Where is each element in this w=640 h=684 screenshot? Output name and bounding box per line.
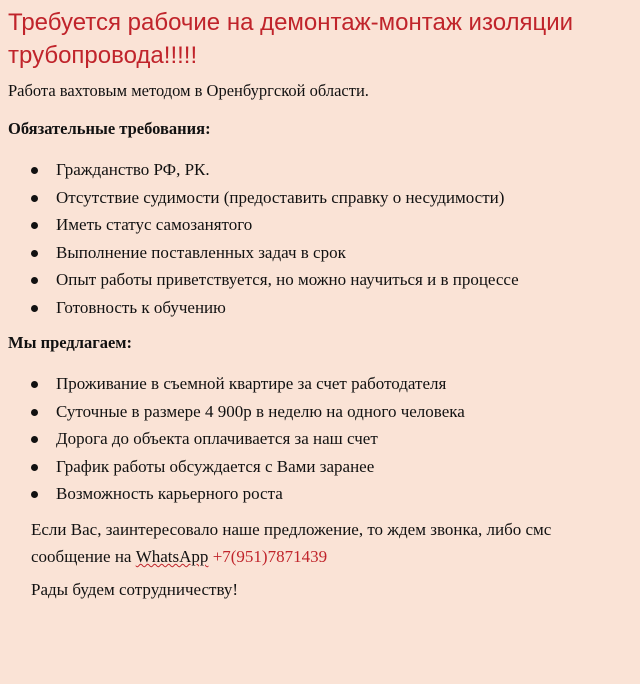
- list-item: [0, 184, 519, 212]
- requirement-text: Готовность к обучению: [56, 297, 226, 317]
- contact-text: Если Вас, заинтересовало наше предложение, то ждем звонка, либо смс сообщение на: [31, 520, 552, 566]
- list-item: [0, 425, 465, 453]
- requirements-heading: Обязательные требования:: [8, 119, 211, 138]
- requirement-text: Выполнение поставленных задач в срок: [56, 242, 346, 262]
- offer-text: Суточные в размере 4 900р в неделю на одного человека: [56, 401, 465, 421]
- offer-text: График работы обсуждается с Вами заранее: [56, 456, 375, 476]
- bullet-icon: [31, 381, 38, 388]
- bullet-icon: [31, 167, 38, 174]
- offer-text: Возможность карьерного роста: [56, 484, 283, 503]
- list-item: [0, 480, 465, 508]
- offer-text: Проживание в съемной квартире за счет работодателя: [56, 374, 447, 393]
- bullet-icon: [31, 409, 38, 416]
- bullet-icon: [31, 222, 38, 229]
- offer-heading: Мы предлагаем:: [8, 333, 133, 352]
- whatsapp-label: WhatsApp: [135, 547, 209, 566]
- contact-paragraph: [31, 516, 631, 570]
- intro-text: Работа вахтовым методом в Оренбургской области.: [8, 81, 369, 100]
- offer-list: [0, 370, 465, 508]
- list-item: [0, 398, 465, 426]
- bullet-icon: [31, 491, 38, 498]
- list-item: [0, 266, 519, 294]
- list-item: [0, 453, 465, 481]
- list-item: [0, 294, 519, 322]
- page-title: Требуется рабочие на демонтаж-монтаж изоляции трубопровода!!!!!: [8, 9, 574, 69]
- bullet-icon: [31, 464, 38, 471]
- phone-link[interactable]: +7(951)7871439: [212, 547, 328, 566]
- offer-text: Дорога до объекта оплачивается за наш счет: [56, 429, 378, 448]
- list-item: [0, 239, 519, 267]
- requirement-text: Отсутствие судимости (предоставить справку о несудимости): [56, 187, 505, 207]
- requirement-text: Гражданство РФ, РК.: [56, 160, 210, 179]
- bullet-icon: [31, 277, 38, 284]
- list-item: [0, 156, 519, 184]
- requirement-text: Иметь статус самозанятого: [56, 215, 253, 234]
- bullet-icon: [31, 195, 38, 202]
- list-item: [0, 211, 519, 239]
- requirements-list: [0, 156, 519, 321]
- requirement-text: Опыт работы приветствуется, но можно научиться и в процессе: [56, 270, 519, 289]
- closing-text: Рады будем сотрудничеству!: [31, 580, 239, 599]
- list-item: [0, 370, 465, 398]
- bullet-icon: [31, 305, 38, 312]
- bullet-icon: [31, 250, 38, 257]
- bullet-icon: [31, 436, 38, 443]
